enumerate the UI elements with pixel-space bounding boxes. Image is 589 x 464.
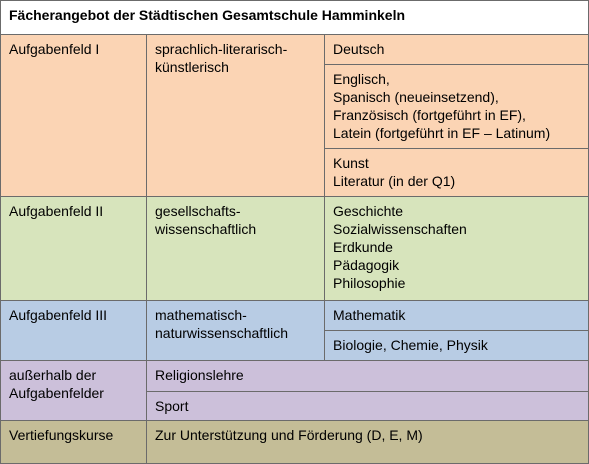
outside-fields-name: außerhalb der Aufgabenfelder bbox=[1, 361, 147, 421]
field-2-subjects: Geschichte Sozialwissenschaften Erdkunde Pädagogik Philosophie bbox=[325, 197, 589, 301]
outside-subject-religion: Religionslehre bbox=[147, 361, 589, 392]
table-title: Fächerangebot der Städtischen Gesamtschule Hamminkeln bbox=[1, 1, 589, 35]
field-1-subject-languages: Englisch, Spanisch (neueinsetzend), Französisch (fortgeführt in EF), Latein (fortgeführt in EF – Latinum) bbox=[325, 65, 589, 149]
field-1-subject-arts: Kunst Literatur (in der Q1) bbox=[325, 149, 589, 197]
field-2-name: Aufgabenfeld II bbox=[1, 197, 147, 301]
field-2-area: gesellschafts- wissenschaftlich bbox=[147, 197, 325, 301]
field-3-area: mathematisch- naturwissenschaftlich bbox=[147, 301, 325, 361]
vertiefung-name: Vertiefungskurse bbox=[1, 421, 147, 464]
field-1-subject-german: Deutsch bbox=[325, 35, 589, 65]
outside-subject-sport: Sport bbox=[147, 392, 589, 421]
field-1-area: sprachlich-literarisch- künstlerisch bbox=[147, 35, 325, 197]
field-3-subject-sciences: Biologie, Chemie, Physik bbox=[325, 331, 589, 361]
field-3-subject-math: Mathematik bbox=[325, 301, 589, 331]
vertiefung-subject: Zur Unterstützung und Förderung (D, E, M) bbox=[147, 421, 589, 464]
field-1-name: Aufgabenfeld I bbox=[1, 35, 147, 197]
field-3-name: Aufgabenfeld III bbox=[1, 301, 147, 361]
